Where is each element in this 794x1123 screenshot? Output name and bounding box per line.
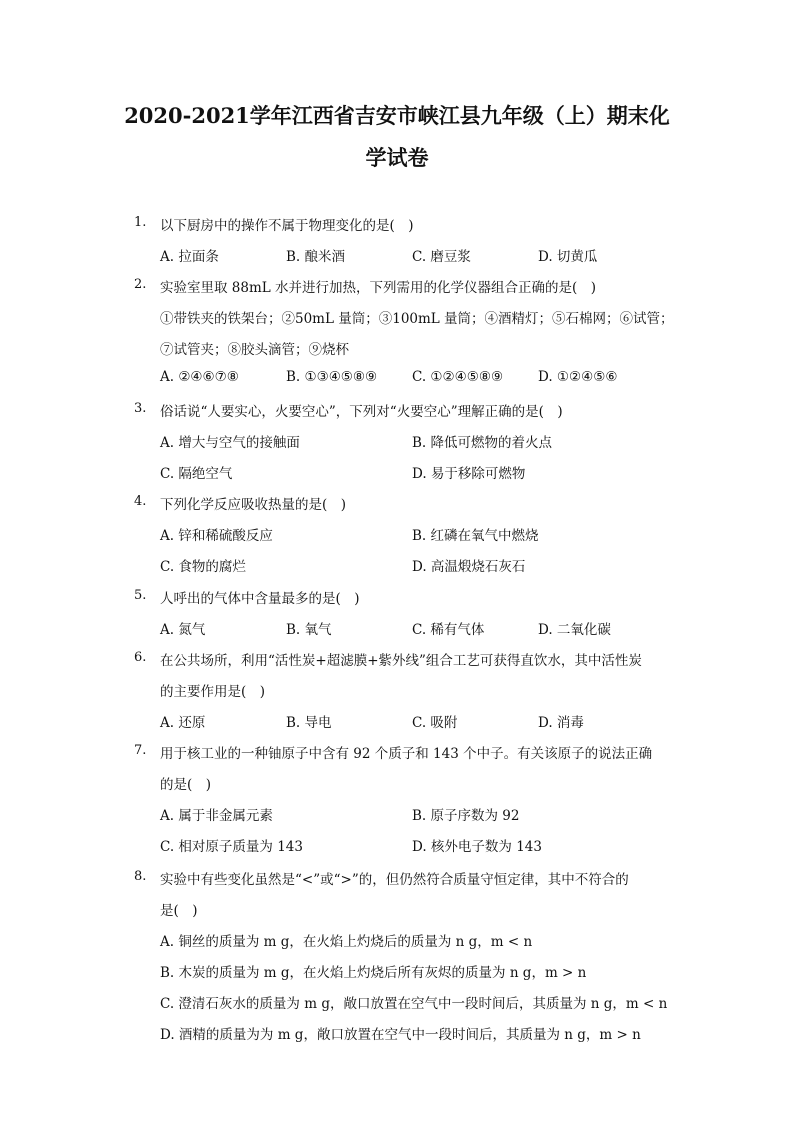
option-d: D. ①②④⑤⑥ [538,369,618,385]
question-stem: 用于核工业的一种铀原子中含有 92 个质子和 143 个中子。有关该原子的说法正确 [160,746,653,762]
question-stem: 下列化学反应吸收热量的是( ) [160,497,347,513]
question-stem: 是( ) [160,903,198,919]
question-stem: ⑦试管夹；⑧胶头滴管；⑨烧杯 [160,342,349,358]
option-c: C. 澄清石灰水的质量为 m g，敞口放置在空气中一段时间后，其质量为 n g，m < n [160,996,668,1012]
option-a: A. 氮气 [160,622,206,638]
option-a: A. 拉面条 [160,249,219,265]
question-stem: 俗话说“人要实心，火要空心”，下列对“火要空心”理解正确的是( ) [160,404,563,420]
question-number: 3. [134,401,147,416]
question-stem: 以下厨房中的操作不属于物理变化的是( ) [160,218,414,234]
question-number: 5. [134,588,147,603]
option-c: C. 磨豆浆 [412,249,471,265]
question-stem: 人呼出的气体中含量最多的是( ) [160,591,360,607]
option-b: B. 木炭的质量为 m g，在火焰上灼烧后所有灰烬的质量为 n g，m > n [160,965,587,981]
question-stem: ①带铁夹的铁架台；②50mL 量筒；③100mL 量筒；④酒精灯；⑤石棉网；⑥试管； [160,311,674,327]
question-number: 2. [134,277,147,292]
question-stem: 实验中有些变化虽然是“<”或“>”的，但仍然符合质量守恒定律，其中不符合的 [160,872,629,888]
option-c: C. 稀有气体 [412,622,485,638]
option-a: A. 铜丝的质量为 m g，在火焰上灼烧后的质量为 n g，m < n [160,934,533,950]
option-b: B. 降低可燃物的着火点 [412,435,553,451]
question-number: 7. [134,743,147,758]
exam-title-line-1: 2020-2021学年江西省吉安市峡江县九年级（上）期末化 [124,103,670,128]
option-a: A. 增大与空气的接触面 [160,435,300,451]
option-d: D. 高温煅烧石灰石 [412,559,526,575]
option-d: D. 酒精的质量为为 m g，敞口放置在空气中一段时间后，其质量为 n g，m > n [160,1027,641,1043]
question-number: 8. [134,869,147,884]
option-c: C. ①②④⑤⑧⑨ [412,369,504,385]
option-b: B. 原子序数为 92 [412,808,520,824]
option-d: D. 易于移除可燃物 [412,466,526,482]
option-d: D. 消毒 [538,715,584,731]
option-a: A. 还原 [160,715,206,731]
option-d: D. 二氧化碳 [538,622,611,638]
option-b: B. 酿米酒 [286,249,346,265]
option-c: C. 吸附 [412,715,458,731]
option-a: A. ②④⑥⑦⑧ [160,369,239,385]
option-b: B. ①③④⑤⑧⑨ [286,369,378,385]
option-c: C. 食物的腐烂 [160,559,246,575]
option-b: B. 导电 [286,715,332,731]
question-number: 6. [134,650,147,665]
option-a: A. 属于非金属元素 [160,808,273,824]
question-stem: 在公共场所，利用“活性炭+超滤膜+紫外线”组合工艺可获得直饮水，其中活性炭 [160,653,642,669]
option-d: D. 切黄瓜 [538,249,598,265]
option-d: D. 核外电子数为 143 [412,839,542,855]
question-number: 1. [134,215,147,230]
question-stem: 实验室里取 88mL 水并进行加热，下列需用的化学仪器组合正确的是( ) [160,280,597,296]
question-number: 4. [134,494,147,509]
option-c: C. 相对原子质量为 143 [160,839,303,855]
option-c: C. 隔绝空气 [160,466,233,482]
option-a: A. 锌和稀硫酸反应 [160,528,273,544]
option-b: B. 红磷在氧气中燃烧 [412,528,539,544]
question-stem: 的主要作用是( ) [160,684,266,700]
question-stem: 的是( ) [160,777,212,793]
option-b: B. 氧气 [286,622,332,638]
exam-title-line-2: 学试卷 [365,145,429,170]
